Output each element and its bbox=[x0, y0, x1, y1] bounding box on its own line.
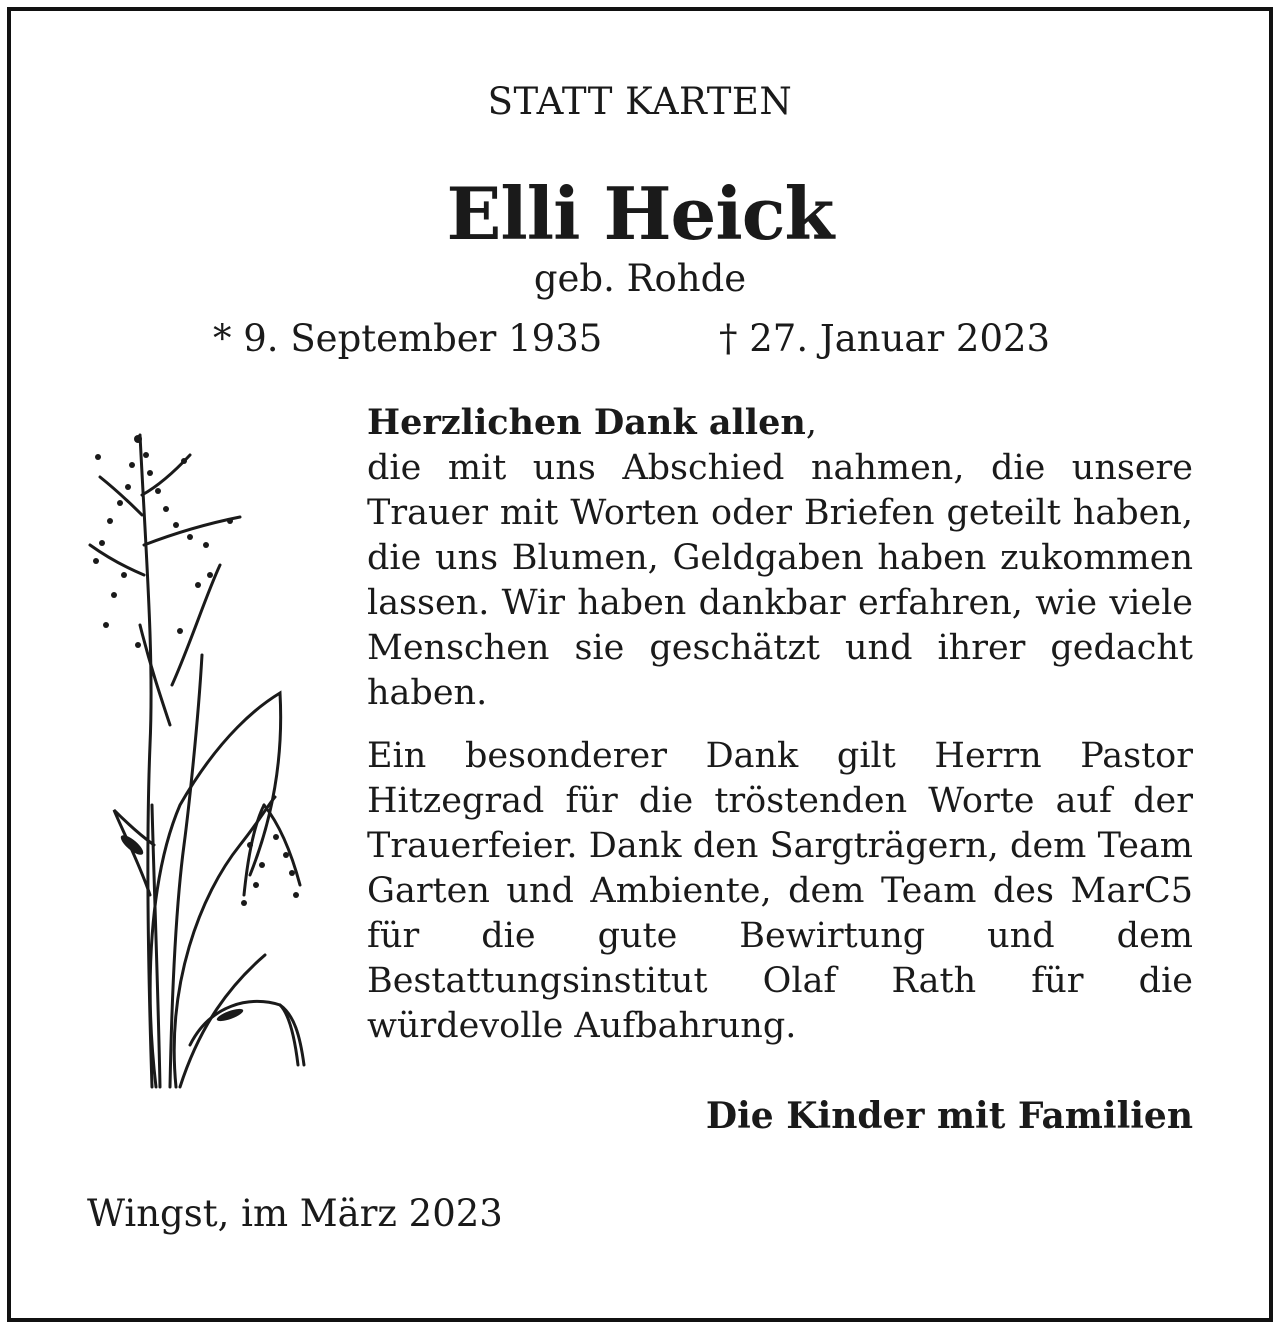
grass-illustration-icon bbox=[80, 425, 320, 1095]
death-date: † 27. Januar 2023 bbox=[719, 317, 1051, 360]
special-thanks-paragraph: Ein besonderer Dank gilt Herrn Pastor Hitzegrad für die tröstenden Worte auf der Trauerfeier. Dank den Sargträgern, dem Team Garten und Ambiente, dem Team des MarC5 für die gute Bewirtung und dem Bestattungsinstitut Olaf Rath für die würdevolle Aufbahrung. bbox=[367, 736, 1193, 1046]
thanks-lead-punct: , bbox=[805, 403, 817, 443]
statt-karten-header: STATT KARTEN bbox=[487, 80, 793, 123]
thanks-lead: Herzlichen Dank allen bbox=[367, 402, 806, 443]
deceased-name: Elli Heick bbox=[446, 171, 834, 256]
birth-date: * 9. September 1935 bbox=[213, 317, 603, 360]
signature: Die Kinder mit Familien bbox=[705, 1095, 1193, 1137]
place-date: Wingst, im März 2023 bbox=[87, 1192, 503, 1235]
thanks-body: die mit uns Abschied nahmen, die unsere Trauer mit Worten oder Briefen geteilt haben, die uns Blumen, Geldgaben haben zukommen lassen. Wir haben dankbar erfahren, wie viele Menschen sie geschätzt und ihrer gedacht haben. bbox=[367, 448, 1193, 713]
thanks-paragraph bbox=[367, 400, 1193, 716]
maiden-name: geb. Rohde bbox=[533, 257, 747, 300]
